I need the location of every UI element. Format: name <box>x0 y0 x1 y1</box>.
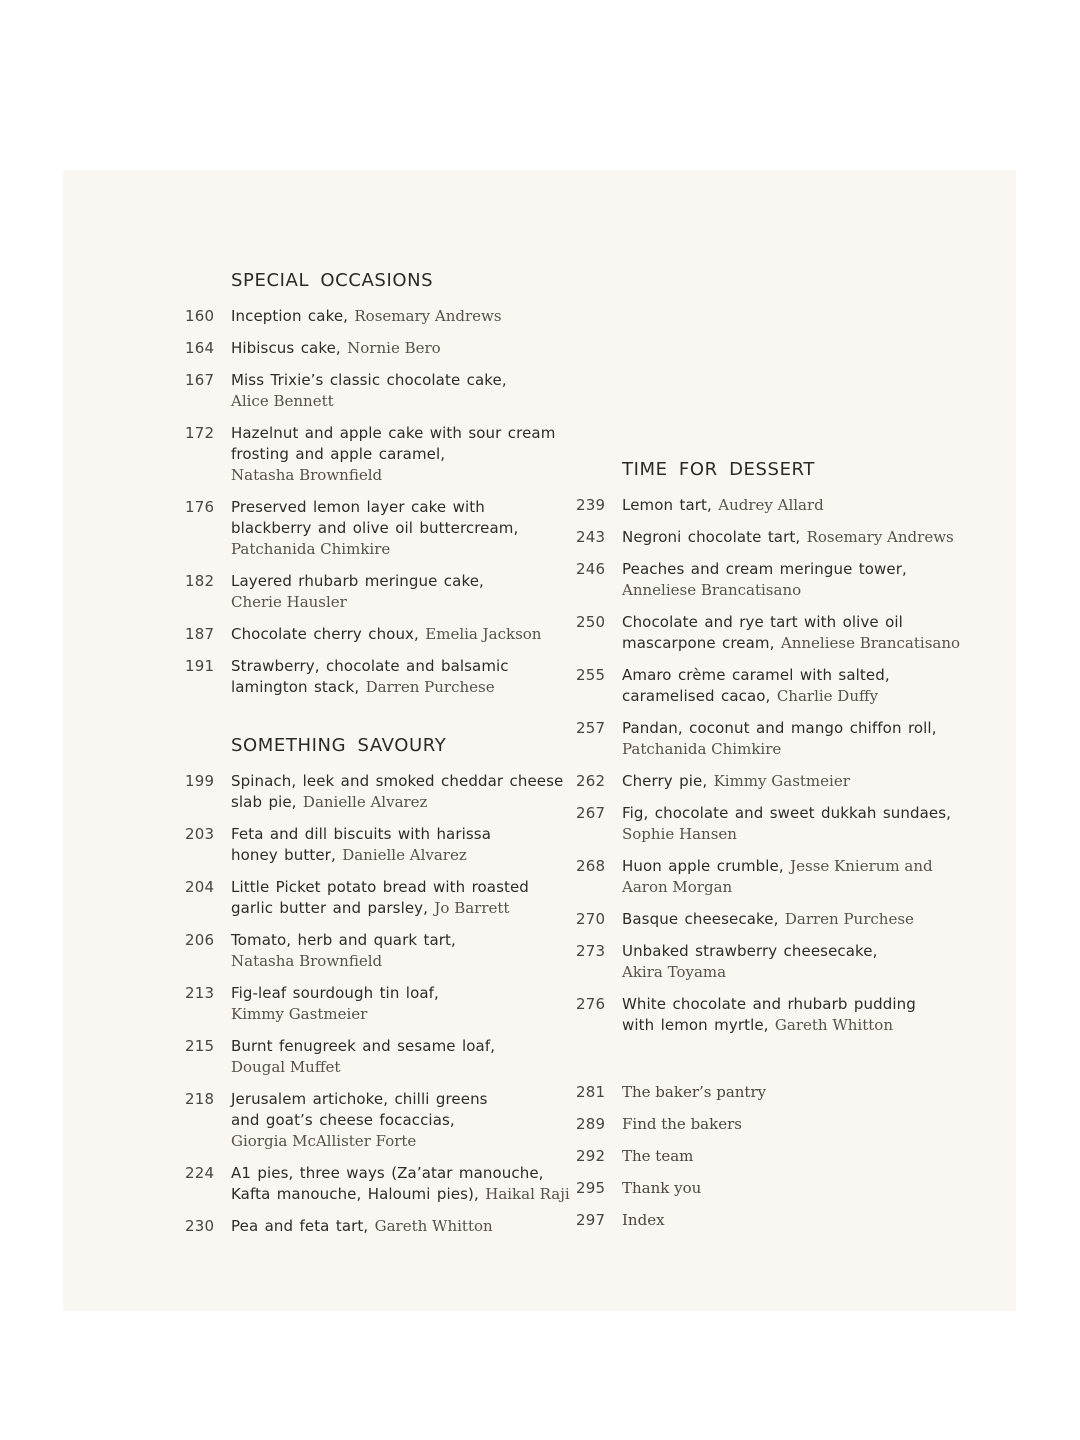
entry-title: Fig-leaf sourdough tin loaf, <box>231 984 439 1002</box>
entry-title: Jerusalem artichoke, chilli greens and goat’s cheese focaccias, <box>231 1090 488 1129</box>
entry-author: Gareth Whitton <box>774 1016 893 1034</box>
entry-text <box>231 1089 587 1152</box>
toc-entry <box>576 856 963 898</box>
entry-text <box>231 656 587 698</box>
section-title: SOMETHING SAVOURY <box>231 735 447 756</box>
entry-text <box>231 497 587 560</box>
entry-text <box>231 1216 587 1237</box>
entry-author: Anneliese Brancatisano <box>622 581 802 599</box>
entry-author: Danielle Alvarez <box>302 793 428 811</box>
toc-entry <box>185 1163 587 1205</box>
entry-page-number: 270 <box>576 910 606 928</box>
entry-text <box>622 559 963 601</box>
entry-title: Pea and feta tart, <box>231 1217 375 1235</box>
toc-entry <box>185 1036 587 1078</box>
toc-entry <box>185 771 587 813</box>
toc-entry <box>576 771 963 792</box>
toc-entry <box>185 930 587 972</box>
entry-page-number: 297 <box>576 1211 606 1229</box>
entry-title: Cherry pie, <box>622 772 714 790</box>
toc-entry <box>185 370 587 412</box>
entry-title: Basque cheesecake, <box>622 910 785 928</box>
entry-text <box>622 909 963 930</box>
toc-section <box>576 1082 963 1231</box>
right-column <box>576 458 963 1231</box>
entry-author: Audrey Allard <box>718 496 824 514</box>
entry-title: Inception cake, <box>231 307 355 325</box>
entry-text <box>231 771 587 813</box>
entry-page-number: 246 <box>576 560 606 578</box>
entry-text <box>231 983 587 1025</box>
entry-page-number: 273 <box>576 942 606 960</box>
entry-page-number: 206 <box>185 931 215 949</box>
entry-page-number: 191 <box>185 657 215 675</box>
entry-author: Sophie Hansen <box>622 825 737 843</box>
entry-page-number: 243 <box>576 528 606 546</box>
entry-page-number: 164 <box>185 339 215 357</box>
contents-card <box>63 170 1016 1311</box>
entry-title: Huon apple crumble, <box>622 857 791 875</box>
entry-text <box>622 994 963 1036</box>
entry-author: Patchanida Chimkire <box>622 740 782 758</box>
entry-page-number: 213 <box>185 984 215 1002</box>
entry-text <box>622 803 963 845</box>
entry-title: White chocolate and rhubarb pudding with lemon myrtle, <box>622 995 916 1034</box>
toc-entry <box>185 824 587 866</box>
entry-page-number: 295 <box>576 1179 606 1197</box>
entry-title: Chocolate cherry choux, <box>231 625 426 643</box>
toc-entry <box>185 656 587 698</box>
toc-entry <box>185 571 587 613</box>
entry-page-number: 172 <box>185 424 215 442</box>
toc-section <box>576 458 963 1036</box>
entry-text <box>622 665 963 707</box>
toc-entry <box>576 1178 963 1199</box>
toc-entry <box>576 527 963 548</box>
toc-entry <box>576 495 963 516</box>
toc-entry <box>576 559 963 601</box>
entry-author: Anneliese Brancatisano <box>780 634 961 652</box>
entry-author: Haikal Raji <box>485 1185 570 1203</box>
toc-section <box>185 269 587 698</box>
entry-title: Lemon tart, <box>622 496 719 514</box>
entry-author: Rosemary Andrews <box>354 307 502 325</box>
left-column <box>185 269 587 1237</box>
entry-page-number: 257 <box>576 719 606 737</box>
entry-author: Gareth Whitton <box>374 1217 493 1235</box>
entry-text <box>231 338 587 359</box>
entry-label: Find the bakers <box>622 1115 742 1133</box>
toc-entry <box>185 624 587 645</box>
toc-entry <box>185 306 587 327</box>
entry-page-number: 281 <box>576 1083 606 1101</box>
entry-author: Kimmy Gastmeier <box>713 772 850 790</box>
entry-page-number: 215 <box>185 1037 215 1055</box>
entry-page-number: 187 <box>185 625 215 643</box>
entry-page-number: 160 <box>185 307 215 325</box>
entry-text <box>622 1114 963 1135</box>
entry-title: Strawberry, chocolate and balsamic lamington stack, <box>231 657 509 696</box>
entry-text <box>231 571 587 613</box>
entry-text <box>622 495 963 516</box>
entry-text <box>231 877 587 919</box>
entry-text <box>622 718 963 760</box>
entry-author: Danielle Alvarez <box>342 846 467 864</box>
toc-entry <box>576 909 963 930</box>
toc-entry <box>185 1216 587 1237</box>
toc-entry <box>576 941 963 983</box>
entry-page-number: 292 <box>576 1147 606 1165</box>
entry-text <box>622 527 963 548</box>
entry-page-number: 176 <box>185 498 215 516</box>
entry-text <box>231 624 587 645</box>
entry-text <box>622 1210 963 1231</box>
entry-author: Rosemary Andrews <box>806 528 954 546</box>
entry-title: Amaro crème caramel with salted, caramelised cacao, <box>622 666 890 705</box>
entry-page-number: 289 <box>576 1115 606 1133</box>
entry-text <box>622 612 963 654</box>
entry-page-number: 276 <box>576 995 606 1013</box>
toc-entry <box>576 665 963 707</box>
entry-page-number: 262 <box>576 772 606 790</box>
entry-title: Burnt fenugreek and sesame loaf, <box>231 1037 496 1055</box>
toc-entry <box>185 1089 587 1152</box>
toc-entry <box>576 994 963 1036</box>
entry-text <box>622 1178 963 1199</box>
entry-text <box>231 423 587 486</box>
entry-label: Thank you <box>622 1179 702 1197</box>
toc-entry <box>576 1210 963 1231</box>
entry-page-number: 268 <box>576 857 606 875</box>
entry-title: Feta and dill biscuits with harissa honey butter, <box>231 825 491 864</box>
toc-section <box>185 734 587 1237</box>
entry-page-number: 239 <box>576 496 606 514</box>
entry-author: Alice Bennett <box>231 392 334 410</box>
entry-title: Pandan, coconut and mango chiffon roll, <box>622 719 937 737</box>
entry-author: Giorgia McAllister Forte <box>231 1132 417 1150</box>
entry-title: Hibiscus cake, <box>231 339 348 357</box>
toc-entry <box>185 497 587 560</box>
entry-label: The team <box>622 1147 694 1165</box>
entry-title: Tomato, herb and quark tart, <box>231 931 456 949</box>
toc-entry <box>185 877 587 919</box>
entry-author: Emelia Jackson <box>425 625 542 643</box>
toc-entry <box>185 423 587 486</box>
entry-page-number: 204 <box>185 878 215 896</box>
entry-author: Akira Toyama <box>622 963 727 981</box>
entry-page-number: 167 <box>185 371 215 389</box>
entry-text <box>231 370 587 412</box>
entry-page-number: 182 <box>185 572 215 590</box>
entry-page-number: 230 <box>185 1217 215 1235</box>
entry-title: Layered rhubarb meringue cake, <box>231 572 484 590</box>
entry-title: Hazelnut and apple cake with sour cream frosting and apple caramel, <box>231 424 556 463</box>
toc-entry <box>185 338 587 359</box>
entry-title: Chocolate and rye tart with olive oil mascarpone cream, <box>622 613 903 652</box>
entry-title: Preserved lemon layer cake with blackberry and olive oil buttercream, <box>231 498 519 537</box>
toc-entry <box>185 983 587 1025</box>
entry-label: The baker’s pantry <box>622 1083 767 1101</box>
entry-author: Patchanida Chimkire <box>231 540 391 558</box>
entry-page-number: 250 <box>576 613 606 631</box>
entry-page-number: 203 <box>185 825 215 843</box>
entry-text <box>231 306 587 327</box>
entry-title: Little Picket potato bread with roasted garlic butter and parsley, <box>231 878 529 917</box>
entry-text <box>622 771 963 792</box>
toc-entry <box>576 718 963 760</box>
entry-title: Negroni chocolate tart, <box>622 528 807 546</box>
entry-title: Unbaked strawberry cheesecake, <box>622 942 878 960</box>
entry-author: Dougal Muffet <box>231 1058 341 1076</box>
entry-author: Charlie Duffy <box>776 687 879 705</box>
entry-author: Natasha Brownfield <box>231 952 383 970</box>
entry-title: Miss Trixie’s classic chocolate cake, <box>231 371 507 389</box>
entry-author: Cherie Hausler <box>231 593 347 611</box>
entry-label: Index <box>622 1211 665 1229</box>
entry-title: Peaches and cream meringue tower, <box>622 560 907 578</box>
entry-author: Nornie Bero <box>347 339 441 357</box>
toc-entry <box>576 612 963 654</box>
entry-title: Spinach, leek and smoked cheddar cheese slab pie, <box>231 772 564 811</box>
entry-text <box>231 1163 587 1205</box>
entry-text <box>622 941 963 983</box>
entry-title: Fig, chocolate and sweet dukkah sundaes, <box>622 804 951 822</box>
entry-author: Kimmy Gastmeier <box>231 1005 368 1023</box>
entry-author: Darren Purchese <box>365 678 495 696</box>
entry-author: Natasha Brownfield <box>231 466 383 484</box>
entry-title: A1 pies, three ways (Za’atar manouche, Kafta manouche, Haloumi pies), <box>231 1164 544 1203</box>
entry-page-number: 267 <box>576 804 606 822</box>
entry-page-number: 218 <box>185 1090 215 1108</box>
entry-text <box>622 856 963 898</box>
toc-entry <box>576 1146 963 1167</box>
toc-entry <box>576 1114 963 1135</box>
section-title: TIME FOR DESSERT <box>622 459 815 480</box>
toc-entry <box>576 803 963 845</box>
entry-author: Jo Barrett <box>434 899 510 917</box>
entry-text <box>622 1082 963 1103</box>
entry-text <box>231 1036 587 1078</box>
entry-page-number: 224 <box>185 1164 215 1182</box>
section-title: SPECIAL OCCASIONS <box>231 270 434 291</box>
entry-author: Darren Purchese <box>784 910 914 928</box>
entry-page-number: 255 <box>576 666 606 684</box>
entry-text <box>231 930 587 972</box>
entry-page-number: 199 <box>185 772 215 790</box>
entry-text <box>622 1146 963 1167</box>
entry-author: Jesse Knierum and Aaron Morgan <box>622 857 933 896</box>
toc-entry <box>576 1082 963 1103</box>
entry-text <box>231 824 587 866</box>
